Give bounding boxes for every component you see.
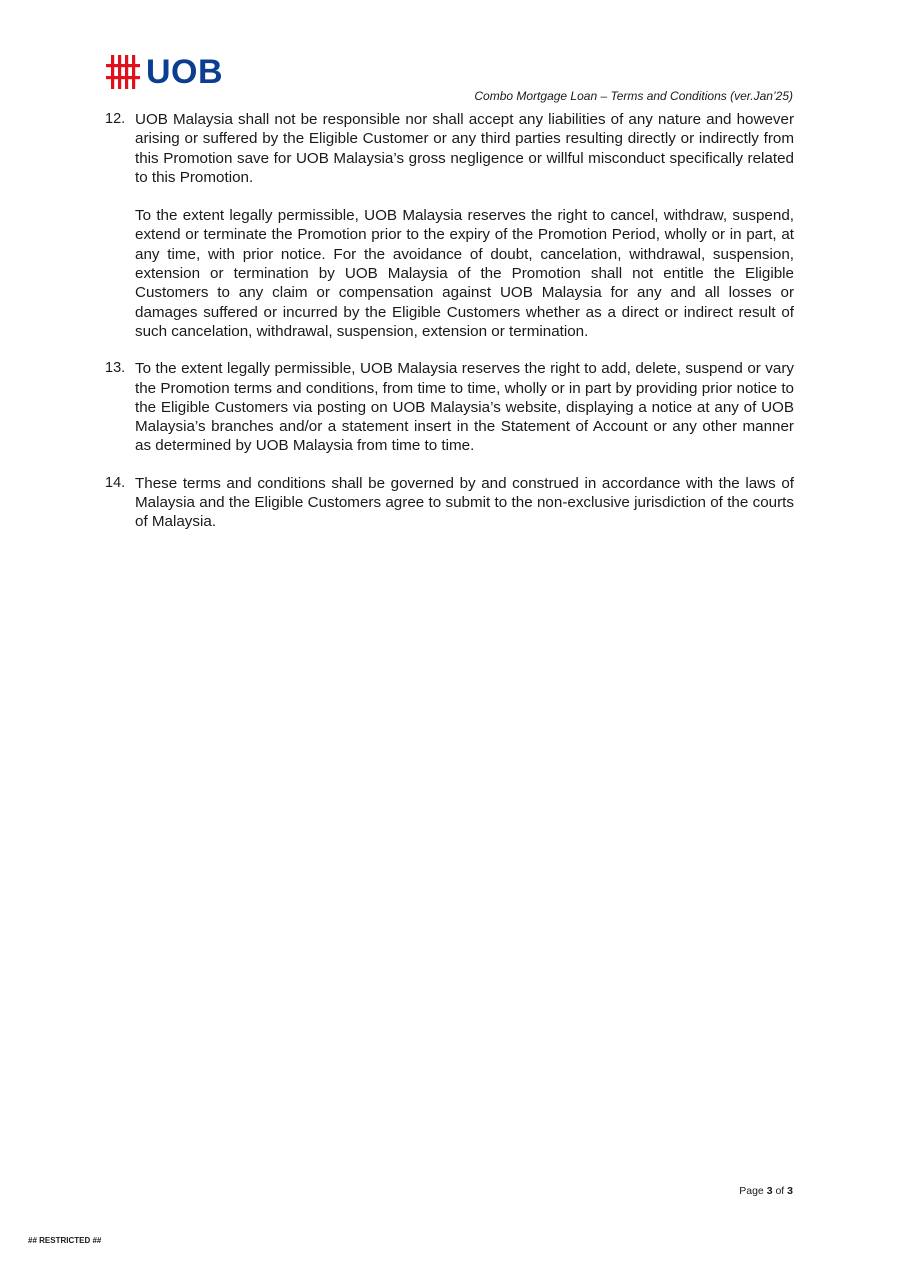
classification-label: ## RESTRICTED ## <box>28 1236 102 1245</box>
document-title: Combo Mortgage Loan – Terms and Conditions (ver.Jan’25) <box>474 89 793 103</box>
page-of: of <box>775 1185 785 1197</box>
clause-12 <box>105 110 794 341</box>
page-current: 3 <box>766 1185 773 1197</box>
uob-logo-mark-icon <box>106 54 142 90</box>
page-label: Page <box>739 1185 764 1197</box>
uob-logo <box>106 54 223 90</box>
clause-paragraph: UOB Malaysia shall not be responsible nor shall accept any liabilities of any nature and however arising or suffered by the Eligible Customer or any third parties resulting directly or indirectly from this Promotion save for UOB Malaysia’s gross negligence or willful misconduct specifically related to this Promotion. <box>135 111 794 186</box>
clause-number: 12. <box>105 111 126 127</box>
clause-paragraph: To the extent legally permissible, UOB Malaysia reserves the right to add, delete, suspend or vary the Promotion terms and conditions, from time to time, wholly or in part by providing prior notice to the Eligible Customers via posting on UOB Malaysia’s website, displaying a notice at any of UOB Malaysia’s branches and/or a statement insert in the Statement of Account or any other manner as determined by UOB Malaysia from time to time. <box>135 360 794 455</box>
page-number <box>739 1185 793 1197</box>
clause-13 <box>105 359 794 455</box>
logo-wordmark: UOB <box>146 53 224 91</box>
clause-number: 13. <box>105 360 126 377</box>
page-total: 3 <box>787 1185 793 1197</box>
clause-paragraph: To the extent legally permissible, UOB Malaysia reserves the right to cancel, withdraw, suspend, extend or terminate the Promotion prior to the expiry of the Promotion Period, wholly or in part, at any time, with prior notice. For the avoidance of doubt, cancelation, withdrawal, suspension, extension or termination by UOB Malaysia of the Promotion shall not entitle the Eligible Customers to any claim or compensation against UOB Malaysia for any and all losses or damages suffered or incurred by the Eligible Customers whether as a direct or indirect result of such cancelation, withdrawal, suspension, extension or termination. <box>135 207 794 340</box>
clause-14 <box>105 474 794 532</box>
clause-paragraph: These terms and conditions shall be governed by and construed in accordance with the laws of Malaysia and the Eligible Customers agree to submit to the non-exclusive jurisdiction of the courts of Malaysia. <box>135 474 794 531</box>
clause-number: 14. <box>105 474 126 491</box>
clause-list <box>105 110 794 550</box>
